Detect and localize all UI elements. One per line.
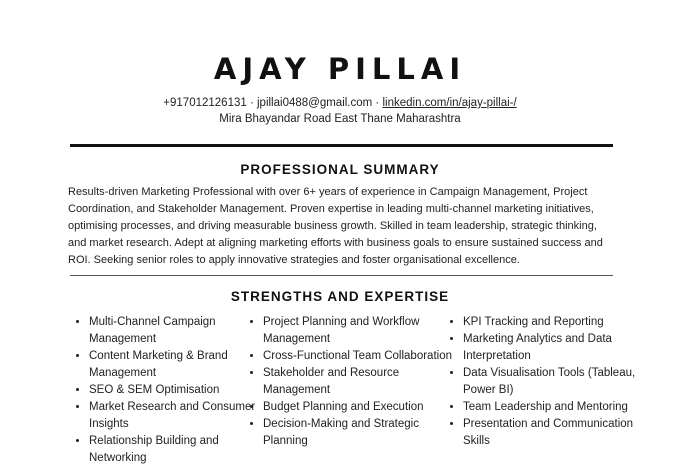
section-title-summary: PROFESSIONAL SUMMARY [240,162,440,177]
strengths-column-2 [242,314,463,450]
strength-item: • Relationship Building and Networking [89,433,259,467]
strength-item: • Team Leadership and Mentoring [463,399,653,416]
strength-item: • Budget Planning and Execution [263,399,463,416]
strengths-column-1 [68,314,259,467]
linkedin-link[interactable]: linkedin.com/in/ajay-pillai-/ [382,97,517,109]
strength-item: • Stakeholder and Resource Management [263,365,463,399]
phone-number: +917012126131 [163,97,247,109]
email-address: jpillai0488@gmail.com [257,97,373,109]
strength-item: • KPI Tracking and Reporting [463,314,653,331]
strength-item: • Content Marketing & Brand Management [89,348,259,382]
strengths-column-3 [442,314,653,450]
strength-item: • Multi-Channel Campaign Management [89,314,259,348]
strength-item: • Data Visualisation Tools (Tableau, Power BI) [463,365,653,399]
strength-item: • Marketing Analytics and Data Interpretation [463,331,653,365]
candidate-name: AJAY PILLAI [213,52,467,86]
strength-item: • Cross-Functional Team Collaboration [263,348,463,365]
header-divider [70,144,613,147]
contact-block [0,95,680,127]
strength-item: • Market Research and Consumer Insights [89,399,259,433]
strength-item: • Presentation and Communication Skills [463,416,653,450]
section-title-strengths: STRENGTHS AND EXPERTISE [230,289,450,304]
strength-item: • Decision-Making and Strategic Planning [263,416,463,450]
separator: · [372,97,383,109]
contact-line [0,95,680,111]
summary-text: Results-driven Marketing Professional with over 6+ years of experience in Campaign Management, Project Coordination, and Stakeholder Management. Proven expertise in leading multi-channel marketing initiatives, optimising processes, and driving measurable business growth. Skilled in team leadership, strategic thinking, and market research. Adept at aligning marketing efforts with business goals to ensure sustained success and ROI. Seeking senior roles to apply innovative strategies and foster organisational excellence. [68,186,603,266]
address: Mira Bhayandar Road East Thane Maharashtra [219,113,461,125]
strength-item: • SEO & SEM Optimisation [89,382,259,399]
strength-item: • Project Planning and Workflow Management [263,314,463,348]
separator: · [246,97,257,109]
section-divider [70,275,613,276]
